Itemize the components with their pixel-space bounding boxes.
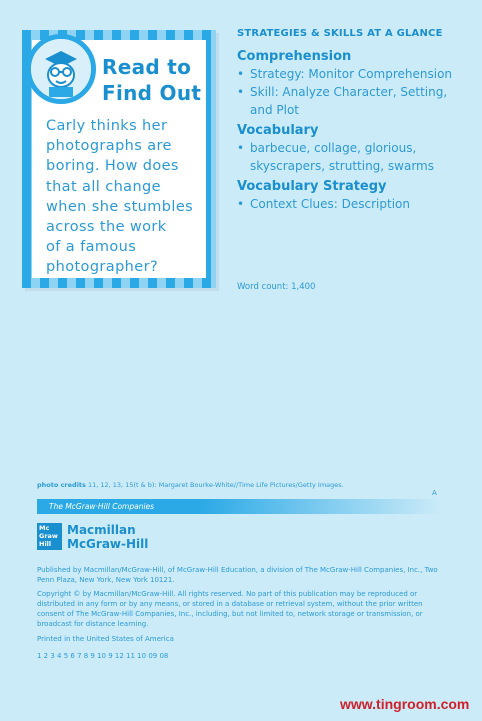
logo-box-line: Hill — [39, 540, 52, 548]
bullet-icon: • — [237, 85, 245, 99]
vocabulary-list — [237, 139, 469, 175]
card-text-line: that all change — [46, 178, 161, 195]
card-inner — [32, 40, 206, 278]
strategies-heading: STRATEGIES & SKILLS AT A GLANCE — [237, 28, 443, 39]
comprehension-list — [237, 65, 469, 119]
card-title — [102, 54, 212, 106]
word-count: Word count: 1,400 — [237, 282, 316, 292]
card-text-line: photographs are — [46, 138, 172, 155]
photo-credits-label: photo credits — [37, 481, 86, 489]
bullet-icon: • — [237, 197, 245, 211]
publisher-name-line: Macmillan — [67, 523, 136, 537]
list-item-text: Skill: Analyze Character, Setting, and Plot — [250, 85, 448, 117]
card-text-line: boring. How does — [46, 158, 179, 175]
bullet-icon: • — [237, 141, 245, 155]
publisher-name — [67, 523, 148, 551]
card-text-line: when she stumbles — [46, 198, 194, 215]
publisher-bar — [37, 499, 442, 514]
publisher-name-line: McGraw-Hill — [67, 537, 149, 551]
card-text-line: Carly thinks her — [46, 118, 168, 134]
card-title-line: Read to — [102, 55, 192, 79]
watermark: www.tingroom.com — [340, 696, 470, 712]
card-question — [46, 116, 206, 278]
publisher-bar-text: The McGraw·Hill Companies — [49, 502, 155, 511]
bullet-icon: • — [237, 67, 245, 81]
list-item — [237, 83, 469, 119]
logo-box-line: Mc — [39, 524, 50, 532]
section-title-comprehension: Comprehension — [237, 49, 352, 64]
card-title-line: Find Out — [102, 81, 202, 105]
list-item-text: barbecue, collage, glorious, skyscrapers, strutting, swarms — [250, 141, 435, 173]
card-text-line: photographer? — [46, 259, 159, 276]
list-item — [237, 195, 469, 213]
strategies-panel — [237, 28, 469, 216]
mcgraw-hill-logo-icon — [37, 523, 62, 550]
copyright-notice: Copyright © by Macmillan/McGraw-Hill. All rights reserved. No part of this publication may be reproduced or distributed in any form or by any means, or stored in a database or retrieval system, without the prior written consent of The McGraw-Hill Companies, Inc., including, but not limited to, network storage or transmission, or broadcast for distance learning. — [37, 590, 423, 628]
section-title-vocabulary-strategy: Vocabulary Strategy — [237, 179, 387, 194]
logo-box-line: Graw — [39, 532, 58, 540]
vocabulary-strategy-list — [237, 195, 469, 213]
section-title-vocabulary: Vocabulary — [237, 123, 319, 138]
published-notice: Published by Macmillan/McGraw-Hill, of McGraw-Hill Education, a division of The McGraw-Hill Companies, Inc., Two Penn Plaza, New York, New York 10121. — [37, 566, 438, 584]
photo-credits-text: 11, 12, 13, 15(t & b): Margaret Bourke-White//Time Life Pictures/Getty Images. — [85, 481, 344, 489]
list-item-text: Strategy: Monitor Comprehension — [250, 67, 453, 81]
list-item — [237, 139, 469, 175]
card-text-line: across the work — [46, 219, 167, 236]
read-to-find-out-card — [22, 30, 216, 288]
photo-credits — [37, 481, 344, 489]
printing-numbers: 1 2 3 4 5 6 7 8 9 10 9 12 11 10 09 08 — [37, 652, 169, 660]
student-with-glasses-icon — [26, 34, 96, 104]
level-letter: A — [432, 489, 437, 497]
printed-notice: Printed in the United States of America — [37, 635, 174, 643]
card-text-line: of a famous — [46, 239, 137, 256]
list-item-text: Context Clues: Description — [250, 197, 410, 211]
list-item — [237, 65, 469, 83]
